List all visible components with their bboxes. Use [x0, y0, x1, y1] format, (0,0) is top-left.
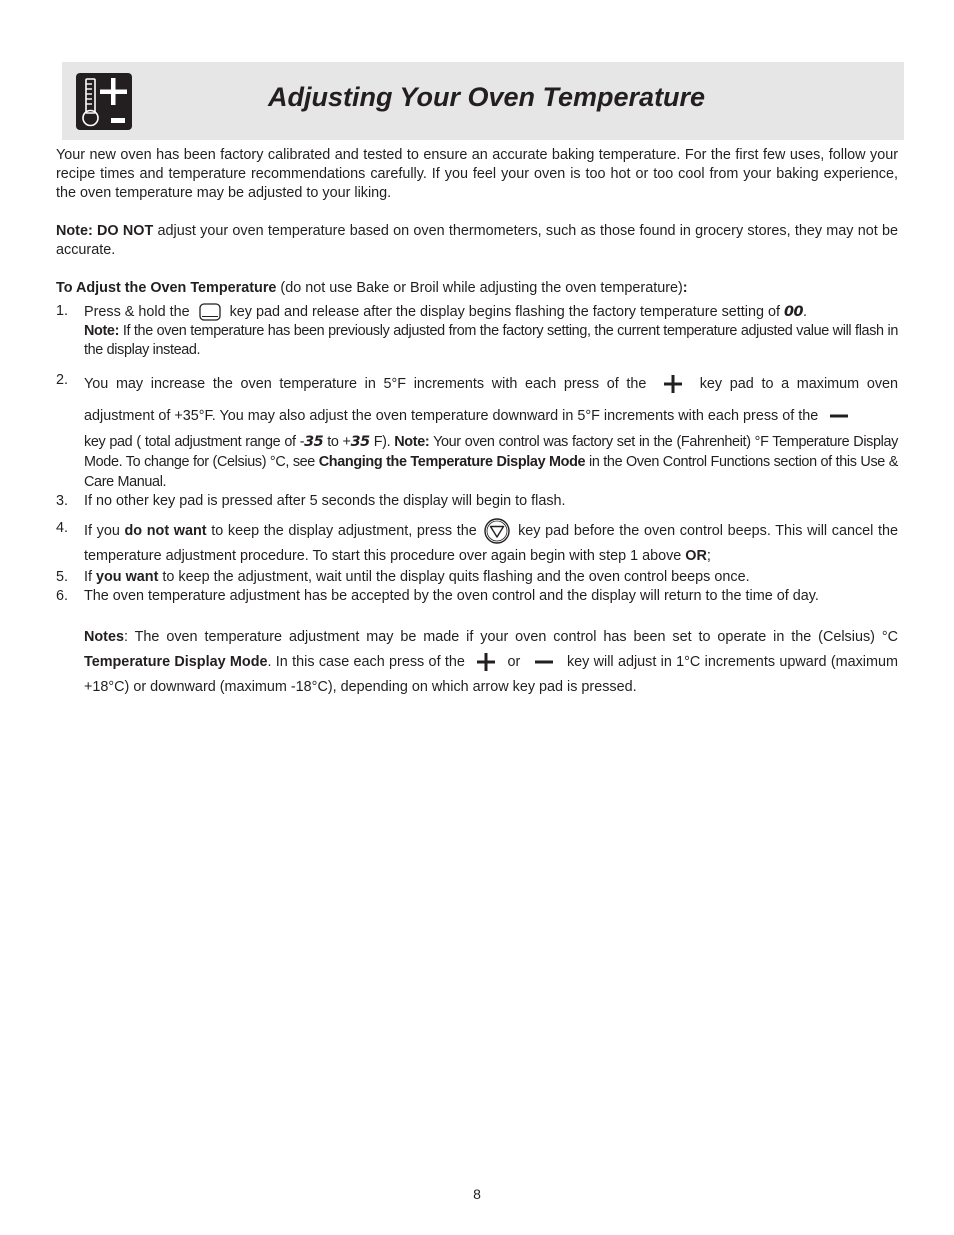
step-2-note-label: Note:	[394, 434, 430, 450]
step-5-bold: you want	[96, 569, 159, 585]
step-2-text-d: to +	[323, 434, 351, 450]
intro-paragraph: Your new oven has been factory calibrated and tested to ensure an accurate baking temperature. For the first few uses, follow your recipe times and temperature recommendations carefully. If you feel your oven is too hot or too cool from your baking experience, the oven temperature may be adjusted to your liking.	[56, 147, 898, 201]
step-4-text-c: key pad before the oven control beeps. This will cancel the temperature adjustment procedure. To start this procedure over again begin with step 1 above	[84, 522, 899, 564]
plus-icon	[473, 651, 499, 673]
step-2-text-e: F).	[369, 434, 395, 450]
procedure-heading-suffix: (do not use Bake or Broil while adjusting the oven temperature)	[276, 280, 683, 296]
step-number: 2.	[56, 372, 69, 388]
step-number: 6.	[56, 588, 69, 604]
step-1-note-label: Note:	[84, 323, 120, 339]
step-4-text-a: If you	[84, 522, 125, 539]
notes-text-c: key will adjust in 1°C increments upward (maximum +18°C) or downward (maximum -18°C), depending on which arrow key pad is pressed.	[84, 654, 898, 695]
circle-down-triangle-icon	[482, 517, 512, 545]
step-2-text-c: key pad ( total adjustment range of -	[84, 434, 305, 450]
step-2-text-b: key pad to a maximum oven adjustment of +35°F. You may also adjust the oven temperature downward in 5°F increments with each press of the	[84, 376, 899, 424]
step-5	[56, 568, 898, 587]
step-4-bold: do not want	[124, 522, 207, 539]
notes-mode: Temperature Display Mode	[84, 654, 268, 670]
display-mode-reference: Changing the Temperature Display Mode	[318, 454, 586, 470]
range-low-display: 35	[304, 434, 324, 450]
page-content	[56, 146, 898, 700]
notes-text-a: : The oven temperature adjustment may be made if your oven control has been set to operate in the (Celsius) °C	[123, 629, 898, 645]
step-4-text-b: to keep the display adjustment, press the	[206, 522, 477, 539]
step-1-text-b: key pad and release after the display begins flashing the factory temperature setting of	[229, 303, 780, 320]
step-1	[56, 302, 898, 360]
factory-setting-display: 00	[783, 303, 803, 320]
procedure-heading-title: To Adjust the Oven Temperature	[56, 280, 277, 296]
step-1-text-a: Press & hold the	[84, 303, 190, 320]
step-2-text-f: Your oven control was factory set in the (Fahrenheit) °F Temperature Display Mode. To change for (Celsius) °C, see	[84, 434, 899, 470]
thermometer-plus-minus-icon	[76, 73, 132, 130]
notes-text-b: . In this case each press of the	[267, 654, 465, 670]
step-6	[56, 587, 898, 606]
step-5-text-b: to keep the adjustment, wait until the display quits flashing and the oven control beeps once.	[158, 569, 750, 585]
page-title: Adjusting Your Oven Temperature	[268, 82, 706, 112]
step-number: 3.	[56, 493, 69, 509]
procedure-heading-colon: :	[682, 280, 688, 296]
step-4-or: OR	[685, 548, 707, 564]
step-2-text-a: You may increase the oven temperature in 5°F increments with each press of the	[84, 376, 647, 392]
step-4	[56, 517, 898, 568]
step-4-text-d: ;	[706, 548, 711, 564]
procedure-heading	[56, 279, 898, 298]
step-3	[56, 492, 898, 511]
square-key-icon	[198, 302, 222, 322]
notes-label: Notes	[84, 629, 124, 645]
minus-icon	[826, 409, 852, 423]
step-number: 4.	[56, 520, 69, 536]
step-number: 1.	[56, 303, 69, 319]
range-high-display: 35	[350, 434, 370, 450]
step-number: 5.	[56, 569, 69, 585]
page-number: 8	[473, 1186, 481, 1202]
step-3-text: If no other key pad is pressed after 5 seconds the display will begin to flash.	[84, 493, 566, 509]
minus-icon	[531, 655, 557, 669]
step-5-text-a: If	[84, 569, 96, 585]
celsius-notes	[56, 625, 898, 700]
note-paragraph	[56, 222, 898, 260]
step-2-text-g: in the Oven Control Functions section of this Use & Care Manual.	[84, 454, 898, 490]
step-2	[56, 368, 898, 492]
plus-icon	[660, 373, 686, 395]
step-1-text-c: .	[803, 303, 807, 320]
step-1-note-text: If the oven temperature has been previously adjusted from the factory setting, the current temperature adjusted value will flash in the display instead.	[84, 323, 898, 358]
note-text: adjust your oven temperature based on oven thermometers, such as those found in grocery stores, they may not be accurate.	[56, 223, 898, 258]
note-label: Note: DO NOT	[56, 223, 154, 239]
notes-or: or	[507, 654, 521, 670]
step-6-text: The oven temperature adjustment has be accepted by the oven control and the display will return to the time of day.	[84, 588, 819, 604]
